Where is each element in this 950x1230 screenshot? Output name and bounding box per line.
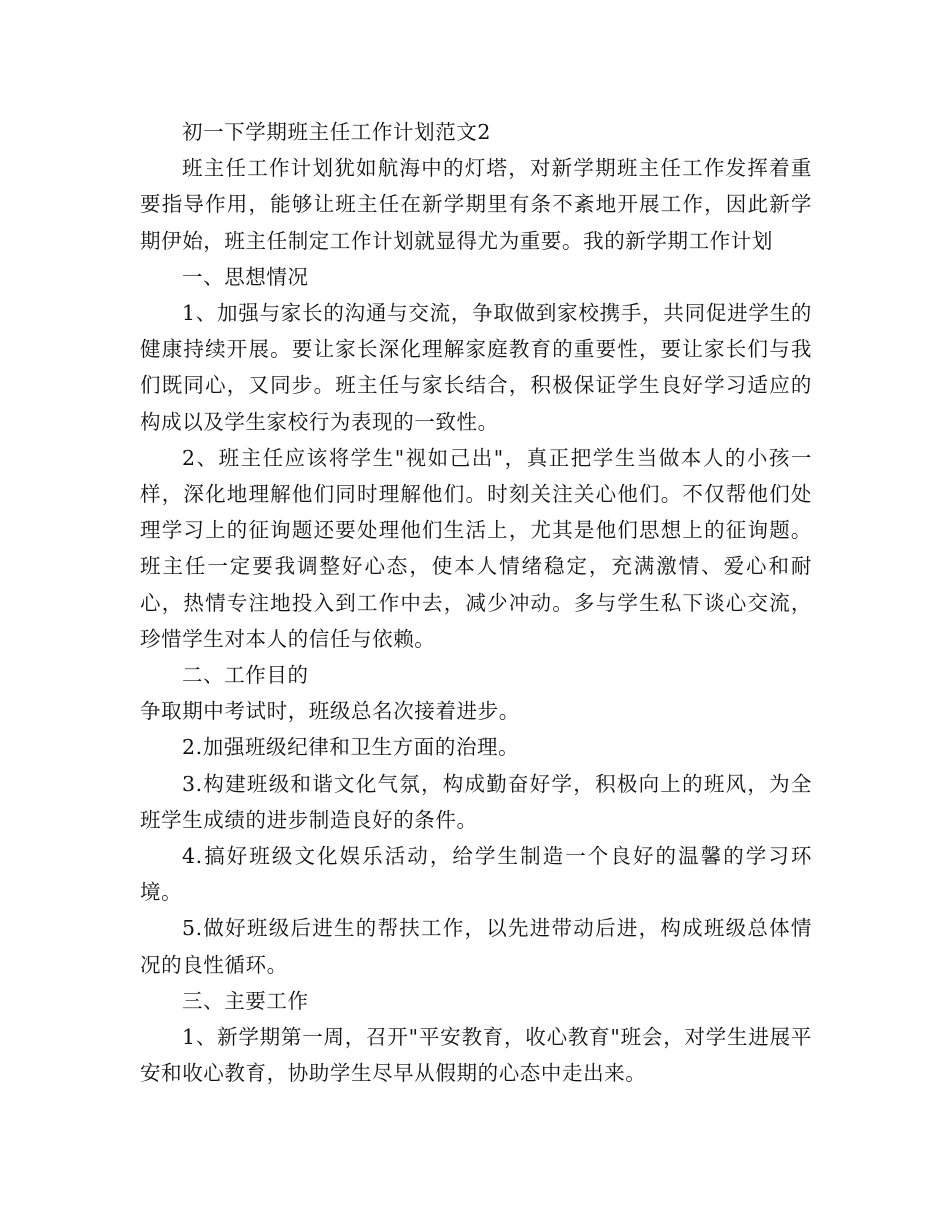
paragraph-item: 2.加强班级纪律和卫生方面的治理。	[182, 735, 520, 760]
section-heading-main-work: 三、主要工作	[182, 988, 309, 1013]
document-title: 初一下学期班主任工作计划范文2	[182, 120, 492, 144]
section-heading-goals: 二、工作目的	[182, 663, 309, 688]
paragraph-item: 4.搞好班级文化娱乐活动，给学生制造一个良好的温馨的学习环境。	[140, 844, 812, 905]
intro-paragraph: 班主任工作计划犹如航海中的灯塔，对新学期班主任工作发挥着重要指导作用，能够让班主任在新学期里有条不紊地开展工作，因此新学期伊始，班主任制定工作计划就显得尤为重要。我的新学期工作计划	[140, 156, 812, 253]
paragraph-item: 争取期中考试时，班级总名次接着进步。	[140, 699, 520, 724]
paragraph-item: 1、新学期第一周，召开"平安教育，收心教育"班会，对学生进展平安和收心教育，协助学生尽早从假期的心态中走出来。	[140, 1025, 812, 1086]
section-heading-thinking: 一、思想情况	[182, 264, 309, 289]
paragraph-item: 2、班主任应该将学生"视如己出"，真正把学生当做本人的小孩一样，深化地理解他们同时理解他们。时刻关注关心他们。不仅帮他们处理学习上的征询题还要处理他们生活上，尤其是他们思想上的征询题。班主任一定要我调整好心态，使本人情绪稳定，充满激情、爱心和耐心，热情专注地投入到工作中去，减少冲动。多与学生私下谈心交流，珍惜学生对本人的信任与依赖。	[140, 445, 812, 651]
paragraph-item: 1、加强与家长的沟通与交流，争取做到家校携手，共同促进学生的健康持续开展。要让家长深化理解家庭教育的重要性，要让家长们与我们既同心，又同步。班主任与家长结合，积极保证学生良好学习适应的构成以及学生家校行为表现的一致性。	[140, 301, 812, 434]
paragraph-item: 3.构建班级和谐文化气氛，构成勤奋好学，积极向上的班风，为全班学生成绩的进步制造良好的条件。	[140, 771, 812, 832]
document-body	[140, 114, 812, 1091]
paragraph-item: 5.做好班级后进生的帮扶工作，以先进带动后进，构成班级总体情况的良性循环。	[140, 916, 812, 977]
